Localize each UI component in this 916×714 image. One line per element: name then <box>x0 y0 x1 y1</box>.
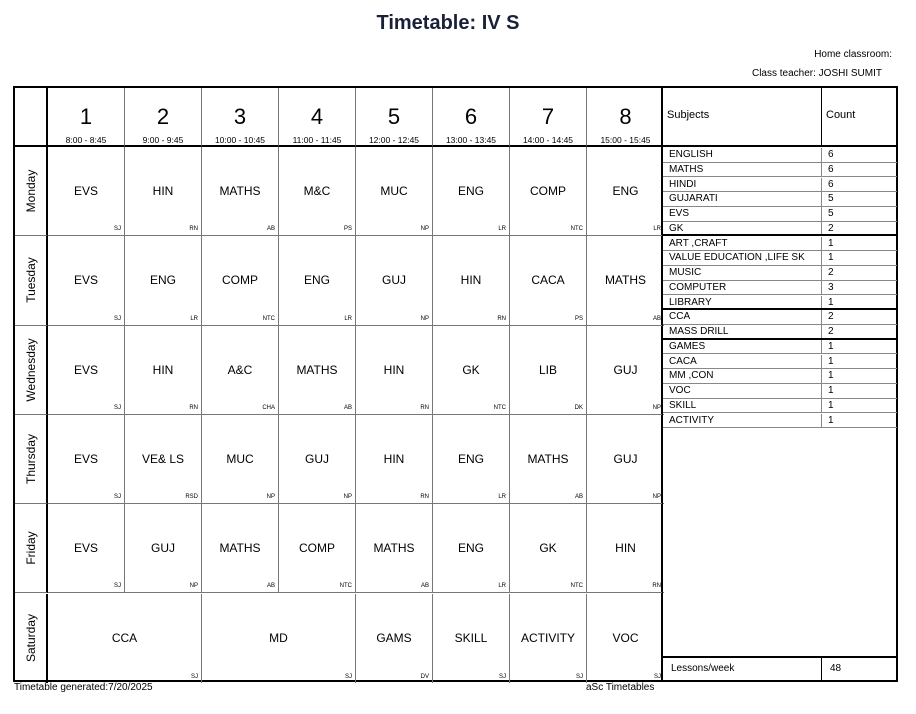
subject-name: MATHS <box>669 163 704 175</box>
subjects-table <box>662 86 898 682</box>
subject-count: 3 <box>828 281 834 293</box>
lesson-cell <box>356 594 433 683</box>
total-divider <box>821 658 822 680</box>
period-header <box>356 88 433 147</box>
lesson-subject: ENG <box>457 452 484 467</box>
lesson-cell <box>587 504 664 593</box>
lesson-subject: VOC <box>612 631 639 646</box>
period-header <box>125 88 202 147</box>
subject-row <box>663 192 897 207</box>
period-number: 5 <box>387 104 401 129</box>
lesson-teacher: LR <box>498 226 506 233</box>
lesson-teacher: SJ <box>344 673 352 680</box>
lesson-cell <box>125 236 202 325</box>
lesson-subject: GK <box>462 362 480 377</box>
lesson-teacher: NTC <box>570 226 583 233</box>
day-label: Saturday <box>23 614 38 663</box>
lesson-subject: MUC <box>380 184 408 199</box>
subject-divider <box>821 266 822 280</box>
subject-divider <box>821 369 822 383</box>
day-label: Wednesday <box>23 338 38 402</box>
subject-count: 1 <box>828 237 834 249</box>
subject-row <box>663 222 897 237</box>
lesson-subject: ACTIVITY <box>520 631 575 646</box>
period-time: 10:00 - 10:45 <box>214 135 266 145</box>
lesson-teacher: RN <box>652 583 661 590</box>
subject-count: 1 <box>828 252 834 264</box>
day-label: Friday <box>23 531 38 565</box>
lesson-cell <box>510 147 587 236</box>
subject-name: SKILL <box>669 399 697 411</box>
subject-count: 5 <box>828 193 834 205</box>
subject-divider <box>821 237 822 251</box>
day-label-cell <box>15 415 48 504</box>
lesson-teacher: LR <box>498 583 506 590</box>
subject-count: 6 <box>828 178 834 190</box>
lesson-teacher: RN <box>189 226 198 233</box>
lesson-cell <box>356 236 433 325</box>
brand-label: aSc Timetables <box>586 682 655 693</box>
lesson-cell <box>279 504 356 593</box>
lesson-teacher: SJ <box>113 315 121 322</box>
subject-row <box>663 355 897 370</box>
lesson-subject: A&C <box>227 362 253 377</box>
count-header-label: Count <box>826 109 856 121</box>
subject-divider <box>821 163 822 177</box>
subject-divider <box>821 355 822 369</box>
subject-row <box>663 178 897 193</box>
period-number: 6 <box>464 104 478 129</box>
lesson-subject: MATHS <box>219 541 261 556</box>
lesson-cell <box>202 415 279 504</box>
period-header <box>48 88 125 147</box>
subject-name: GAMES <box>669 340 706 352</box>
period-number: 7 <box>541 104 555 129</box>
lesson-cell <box>48 326 125 415</box>
lesson-teacher: LR <box>190 315 198 322</box>
lesson-subject: ENG <box>149 273 176 288</box>
subject-count: 1 <box>828 340 834 352</box>
subject-count: 6 <box>828 163 834 175</box>
subject-divider <box>821 178 822 192</box>
period-time: 13:00 - 13:45 <box>445 135 497 145</box>
period-header <box>433 88 510 147</box>
subject-divider <box>821 281 822 295</box>
subject-row <box>663 369 897 384</box>
subject-name: VALUE EDUCATION ,LIFE SK <box>669 252 805 264</box>
subject-divider <box>821 207 822 221</box>
subject-count: 1 <box>828 385 834 396</box>
lesson-subject: HIN <box>152 362 174 377</box>
lesson-cell <box>433 326 510 415</box>
lesson-subject: MATHS <box>604 273 647 288</box>
subject-name: HINDI <box>669 178 697 190</box>
day-label-cell <box>15 236 48 325</box>
subject-row <box>663 399 897 414</box>
period-number: 3 <box>233 104 247 129</box>
lesson-cell <box>202 594 356 683</box>
subject-divider <box>821 192 822 206</box>
period-number: 8 <box>619 104 632 129</box>
subject-count: 2 <box>828 326 834 337</box>
lesson-subject: HIN <box>460 273 482 288</box>
lesson-subject: M&C <box>303 184 331 199</box>
lesson-teacher: AB <box>652 315 661 322</box>
lesson-teacher: NP <box>420 226 429 233</box>
subject-row <box>663 266 897 281</box>
lesson-cell <box>202 236 279 325</box>
lesson-teacher: NP <box>652 404 661 411</box>
subject-name: GK <box>669 222 684 234</box>
lesson-teacher: NP <box>189 583 198 590</box>
lesson-teacher: PS <box>574 315 583 322</box>
lesson-subject: COMP <box>530 184 566 199</box>
subject-row <box>663 325 897 340</box>
subject-divider <box>821 414 822 428</box>
lesson-teacher: LR <box>344 315 352 322</box>
lesson-teacher: AB <box>266 226 275 233</box>
lesson-cell <box>587 594 664 683</box>
subject-row <box>663 296 897 311</box>
lesson-cell <box>202 147 279 236</box>
lesson-cell <box>587 236 664 325</box>
subject-count: 2 <box>828 222 834 234</box>
subject-name: ART ,CRAFT <box>669 237 728 249</box>
lesson-subject: COMP <box>222 273 258 288</box>
subject-name: MM ,CON <box>669 370 714 382</box>
lesson-teacher: NTC <box>493 404 506 411</box>
lesson-cell <box>433 415 510 504</box>
corner-cell <box>15 88 48 147</box>
subject-divider <box>821 325 822 338</box>
lesson-cell <box>433 504 510 593</box>
subject-count: 2 <box>828 267 834 278</box>
lesson-teacher: AB <box>420 583 429 590</box>
period-header <box>202 88 279 147</box>
lesson-subject: EVS <box>73 184 98 199</box>
class-teacher: Class teacher: JOSHI SUMIT <box>751 68 882 79</box>
lesson-subject: GK <box>539 541 557 556</box>
lesson-teacher: NTC <box>570 583 583 590</box>
lesson-subject: GUJ <box>382 273 406 288</box>
subject-count: 1 <box>828 296 834 308</box>
subject-name: CACA <box>669 355 697 367</box>
lesson-teacher: SJ <box>113 226 121 233</box>
lesson-teacher: SJ <box>190 673 198 680</box>
lesson-subject: EVS <box>73 541 98 556</box>
subject-name: LIBRARY <box>669 296 712 308</box>
lesson-subject: HIN <box>152 184 174 199</box>
lessons-per-week-value: 48 <box>830 663 842 674</box>
lesson-cell <box>48 147 125 236</box>
subject-count: 1 <box>828 399 834 411</box>
header-divider <box>821 88 822 147</box>
lesson-subject: GUJ <box>151 541 175 556</box>
lesson-subject: MATHS <box>527 452 569 467</box>
period-number: 2 <box>156 104 170 129</box>
lesson-teacher: RSD <box>185 494 198 501</box>
day-label-cell <box>15 594 48 683</box>
subject-row <box>663 237 897 252</box>
lesson-subject: GUJ <box>305 452 329 467</box>
timetable-grid <box>13 86 663 682</box>
lesson-cell <box>125 147 202 236</box>
lesson-cell <box>510 504 587 593</box>
lesson-cell <box>279 236 356 325</box>
lesson-cell <box>279 326 356 415</box>
subject-divider <box>821 384 822 398</box>
lesson-teacher: NP <box>266 494 275 501</box>
lesson-teacher: NP <box>420 315 429 322</box>
lesson-subject: MATHS <box>373 541 415 556</box>
lesson-subject: SKILL <box>454 631 488 646</box>
subject-name: MUSIC <box>669 267 702 278</box>
day-label: Tuesday <box>23 257 38 304</box>
lesson-subject: MUC <box>226 452 254 467</box>
lesson-cell <box>510 594 587 683</box>
lesson-subject: GUJ <box>613 452 638 467</box>
lesson-teacher: NTC <box>262 315 275 322</box>
period-time: 12:00 - 12:45 <box>368 135 420 145</box>
lesson-cell <box>587 415 664 504</box>
lesson-teacher: SJ <box>113 494 121 501</box>
lesson-subject: ENG <box>303 273 330 288</box>
lesson-teacher: SJ <box>498 673 506 680</box>
generated-date: Timetable generated:7/20/2025 <box>14 682 153 693</box>
subject-name: ENGLISH <box>669 149 713 160</box>
lesson-cell <box>356 504 433 593</box>
subject-row <box>663 148 897 163</box>
lesson-cell <box>356 147 433 236</box>
day-label-cell <box>15 147 48 236</box>
subject-count: 2 <box>828 311 834 323</box>
lesson-cell <box>279 147 356 236</box>
lesson-teacher: DV <box>420 673 429 680</box>
subject-row <box>663 163 897 178</box>
subject-row <box>663 281 897 296</box>
lesson-teacher: PS <box>343 226 352 233</box>
lesson-subject: HIN <box>615 541 636 556</box>
subject-name: EVS <box>669 208 690 219</box>
subject-divider <box>821 310 822 324</box>
subjects-header <box>663 88 896 147</box>
lesson-cell <box>48 504 125 593</box>
period-time: 11:00 - 11:45 <box>292 135 342 145</box>
lesson-cell <box>433 594 510 683</box>
lesson-teacher: CHA <box>262 404 275 411</box>
lesson-subject: VE& LS <box>141 452 185 467</box>
subject-count: 1 <box>828 355 834 367</box>
lesson-cell <box>433 147 510 236</box>
lesson-teacher: SJ <box>575 673 583 680</box>
lesson-cell <box>510 236 587 325</box>
lesson-subject: ENG <box>612 184 639 199</box>
lesson-cell <box>510 326 587 415</box>
lesson-subject: COMP <box>299 541 335 556</box>
subject-divider <box>821 251 822 265</box>
subject-row <box>663 340 897 355</box>
lesson-subject: ENG <box>457 184 484 199</box>
subject-name: GUJARATI <box>669 193 718 205</box>
lesson-cell <box>356 415 433 504</box>
subject-name: CCA <box>669 311 691 323</box>
subject-divider <box>821 340 822 354</box>
home-classroom: Home classroom: <box>814 49 892 60</box>
period-time: 15:00 - 15:45 <box>600 135 651 145</box>
lesson-subject: MATHS <box>296 362 338 377</box>
lesson-cell <box>125 415 202 504</box>
lesson-cell <box>587 326 664 415</box>
lesson-teacher: AB <box>343 404 352 411</box>
lesson-teacher: LR <box>653 226 661 233</box>
lessons-per-week-label: Lessons/week <box>671 663 735 674</box>
subject-divider <box>821 222 822 235</box>
subject-count: 5 <box>828 208 834 219</box>
period-number: 4 <box>310 104 324 129</box>
lesson-teacher: RN <box>420 404 429 411</box>
page-title: Timetable: IV S <box>376 12 520 34</box>
lesson-cell <box>356 326 433 415</box>
day-label: Thursday <box>23 434 38 485</box>
subjects-header-label: Subjects <box>667 109 710 121</box>
lesson-teacher: AB <box>266 583 275 590</box>
subject-count: 1 <box>828 414 834 426</box>
lesson-subject: EVS <box>73 452 98 467</box>
lesson-teacher: DK <box>574 404 583 411</box>
lesson-teacher: RN <box>189 404 198 411</box>
period-number: 1 <box>79 104 93 129</box>
lesson-teacher: NP <box>652 494 661 501</box>
lesson-cell <box>48 236 125 325</box>
period-header <box>510 88 587 147</box>
lesson-cell <box>433 236 510 325</box>
period-header <box>587 88 664 147</box>
period-header <box>279 88 356 147</box>
lesson-subject: MD <box>269 631 288 646</box>
period-time: 9:00 - 9:45 <box>142 135 184 145</box>
lesson-cell <box>510 415 587 504</box>
lesson-subject: GAMS <box>376 631 412 646</box>
lesson-subject: CCA <box>111 631 138 646</box>
lesson-teacher: SJ <box>113 404 121 411</box>
period-time: 14:00 - 14:45 <box>522 135 574 145</box>
lesson-cell <box>125 326 202 415</box>
day-label-cell <box>15 504 48 593</box>
lesson-subject: ENG <box>457 541 484 556</box>
subject-name: MASS DRILL <box>669 326 729 337</box>
lesson-teacher: AB <box>574 494 583 501</box>
lesson-cell <box>587 147 664 236</box>
lesson-cell <box>125 504 202 593</box>
lesson-teacher: LR <box>498 494 506 501</box>
subject-count: 6 <box>828 149 834 160</box>
lesson-cell <box>202 504 279 593</box>
lesson-subject: CACA <box>531 273 565 288</box>
lesson-subject: LIB <box>538 362 557 377</box>
lesson-subject: HIN <box>383 452 405 467</box>
subject-name: VOC <box>669 385 691 396</box>
lesson-teacher: NP <box>343 494 352 501</box>
subject-row <box>663 414 897 429</box>
subject-name: ACTIVITY <box>669 414 715 426</box>
period-time: 8:00 - 8:45 <box>65 135 107 145</box>
subject-count: 1 <box>828 370 834 382</box>
subject-divider <box>821 296 822 309</box>
subject-row <box>663 384 897 399</box>
lesson-cell <box>279 415 356 504</box>
subject-name: COMPUTER <box>669 281 727 293</box>
lesson-subject: GUJ <box>613 362 638 377</box>
lesson-teacher: SJ <box>113 583 121 590</box>
lessons-per-week-row <box>663 656 897 680</box>
subject-row <box>663 310 897 325</box>
lesson-subject: EVS <box>73 273 98 288</box>
lesson-subject: MATHS <box>219 184 261 199</box>
subject-row <box>663 207 897 222</box>
lesson-cell <box>202 326 279 415</box>
lesson-teacher: NTC <box>339 583 352 590</box>
day-label: Monday <box>23 169 38 213</box>
day-label-cell <box>15 326 48 415</box>
lesson-subject: EVS <box>73 362 98 377</box>
lesson-subject: HIN <box>383 362 405 377</box>
lesson-cell <box>48 594 202 683</box>
subject-row <box>663 251 897 266</box>
subject-divider <box>821 148 822 162</box>
lesson-teacher: RN <box>497 315 506 322</box>
lesson-teacher: SJ <box>653 673 661 680</box>
subject-divider <box>821 399 822 413</box>
lesson-cell <box>48 415 125 504</box>
lesson-teacher: RN <box>420 494 429 501</box>
